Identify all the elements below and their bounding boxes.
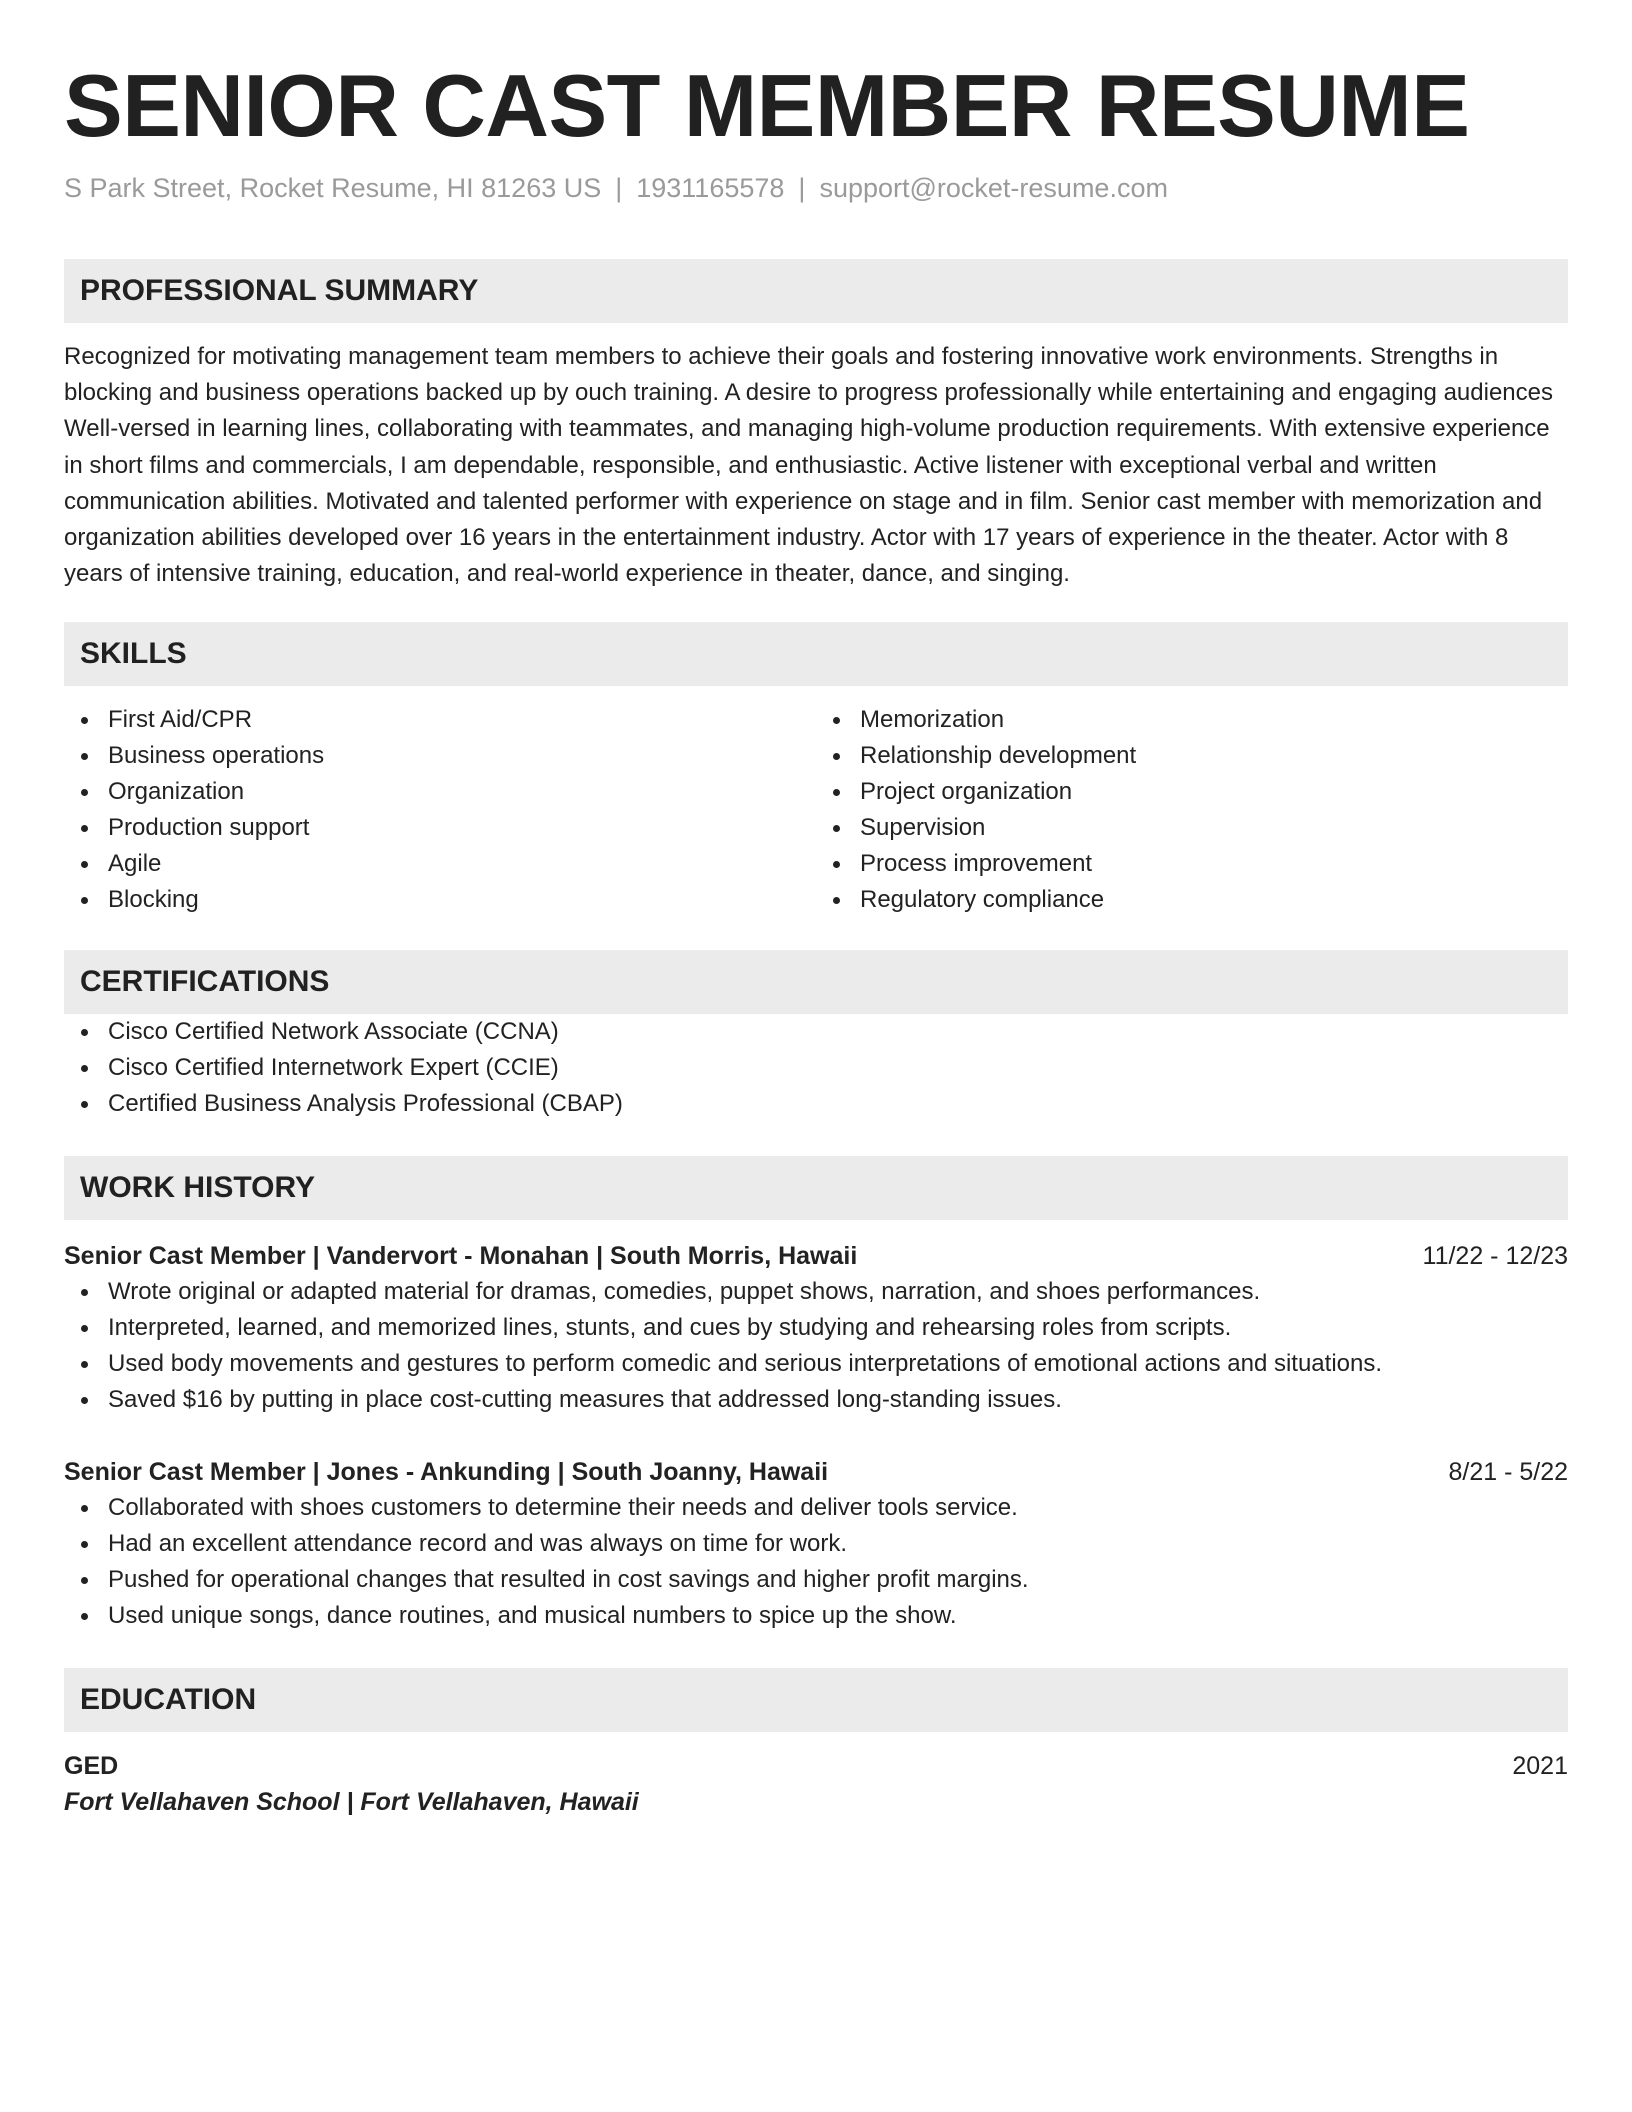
job-title: Senior Cast Member | Jones - Ankunding | South Joanny, Hawaii (64, 1458, 829, 1487)
education-entry (64, 1748, 1568, 1820)
skill-item: Supervision (816, 810, 1568, 846)
job-dates: 11/22 - 12/23 (1422, 1242, 1568, 1271)
skills-column-right (816, 702, 1568, 918)
job-title: Senior Cast Member | Vandervort - Monahan | South Morris, Hawaii (64, 1242, 858, 1271)
section-header-skills: SKILLS (64, 622, 1568, 686)
skill-item: Business operations (64, 738, 816, 774)
certification-item: Cisco Certified Internetwork Expert (CCIE) (64, 1050, 1568, 1086)
skill-item: Project organization (816, 774, 1568, 810)
certification-item: Certified Business Analysis Professional (CBAP) (64, 1086, 1568, 1122)
skill-item: Regulatory compliance (816, 882, 1568, 918)
contact-line (64, 170, 1568, 206)
skills-column-left (64, 702, 816, 918)
job-bullet: Saved $16 by putting in place cost-cutting measures that addressed long-standing issues. (64, 1382, 1568, 1418)
skill-item: Production support (64, 810, 816, 846)
skill-item: Agile (64, 846, 816, 882)
job-bullet: Had an excellent attendance record and was always on time for work. (64, 1526, 1568, 1562)
job-entry (64, 1454, 1568, 1634)
job-bullets (64, 1490, 1568, 1634)
job-bullet: Collaborated with shoes customers to determine their needs and deliver tools service. (64, 1490, 1568, 1526)
section-header-summary: PROFESSIONAL SUMMARY (64, 259, 1568, 323)
skill-item: First Aid/CPR (64, 702, 816, 738)
skills-list-left (64, 702, 816, 918)
skill-item: Relationship development (816, 738, 1568, 774)
job-header (64, 1454, 1568, 1490)
skill-item: Memorization (816, 702, 1568, 738)
job-bullet: Pushed for operational changes that resulted in cost savings and higher profit margins. (64, 1562, 1568, 1598)
job-bullet: Used unique songs, dance routines, and musical numbers to spice up the show. (64, 1598, 1568, 1634)
education-header (64, 1748, 1568, 1784)
education-year: 2021 (1512, 1752, 1568, 1781)
job-bullet: Wrote original or adapted material for dramas, comedies, puppet shows, narration, and shoes performances. (64, 1274, 1568, 1310)
skill-item: Blocking (64, 882, 816, 918)
page-title: SENIOR CAST MEMBER RESUME (64, 56, 1470, 155)
certification-item: Cisco Certified Network Associate (CCNA) (64, 1014, 1568, 1050)
skills-grid (64, 702, 1568, 918)
section-header-work-history: WORK HISTORY (64, 1156, 1568, 1220)
section-header-certifications: CERTIFICATIONS (64, 950, 1568, 1014)
job-bullet: Interpreted, learned, and memorized lines, stunts, and cues by studying and rehearsing roles from scripts. (64, 1310, 1568, 1346)
job-entry (64, 1238, 1568, 1418)
summary-text: Recognized for motivating management team members to achieve their goals and fostering innovative work environments. Strengths in blocking and business operations backed up by ouch training. A desire to progress professionally while entertaining and engaging audiences Well-versed in learning lines, collaborating with teammates, and managing high-volume production requirements. With extensive experience in short films and commercials, I am dependable, responsible, and enthusiastic. Active listener with exceptional verbal and written communication abilities. Motivated and talented performer with experience on stage and in film. Senior cast member with memorization and organization abilities developed over 16 years in the entertainment industry. Actor with 17 years of experience in the theater. Actor with 8 years of intensive training, education, and real-world experience in theater, dance, and singing. (64, 343, 1553, 588)
job-bullet: Used body movements and gestures to perform comedic and serious interpretations of emotional actions and situations. (64, 1346, 1568, 1382)
certifications-list (64, 1014, 1568, 1122)
contact-email: support@rocket-resume.com (819, 173, 1168, 203)
education-degree: GED (64, 1752, 119, 1781)
job-bullets (64, 1274, 1568, 1418)
skill-item: Process improvement (816, 846, 1568, 882)
contact-separator: | (615, 173, 623, 203)
job-dates: 8/21 - 5/22 (1448, 1458, 1568, 1487)
contact-phone: 1931165578 (636, 173, 785, 203)
skills-list-right (816, 702, 1568, 918)
contact-address: S Park Street, Rocket Resume, HI 81263 US (64, 173, 602, 203)
job-header (64, 1238, 1568, 1274)
skill-item: Organization (64, 774, 816, 810)
education-school: Fort Vellahaven School | Fort Vellahaven, Hawaii (64, 1788, 639, 1817)
section-header-education: EDUCATION (64, 1668, 1568, 1732)
contact-separator: | (798, 173, 806, 203)
